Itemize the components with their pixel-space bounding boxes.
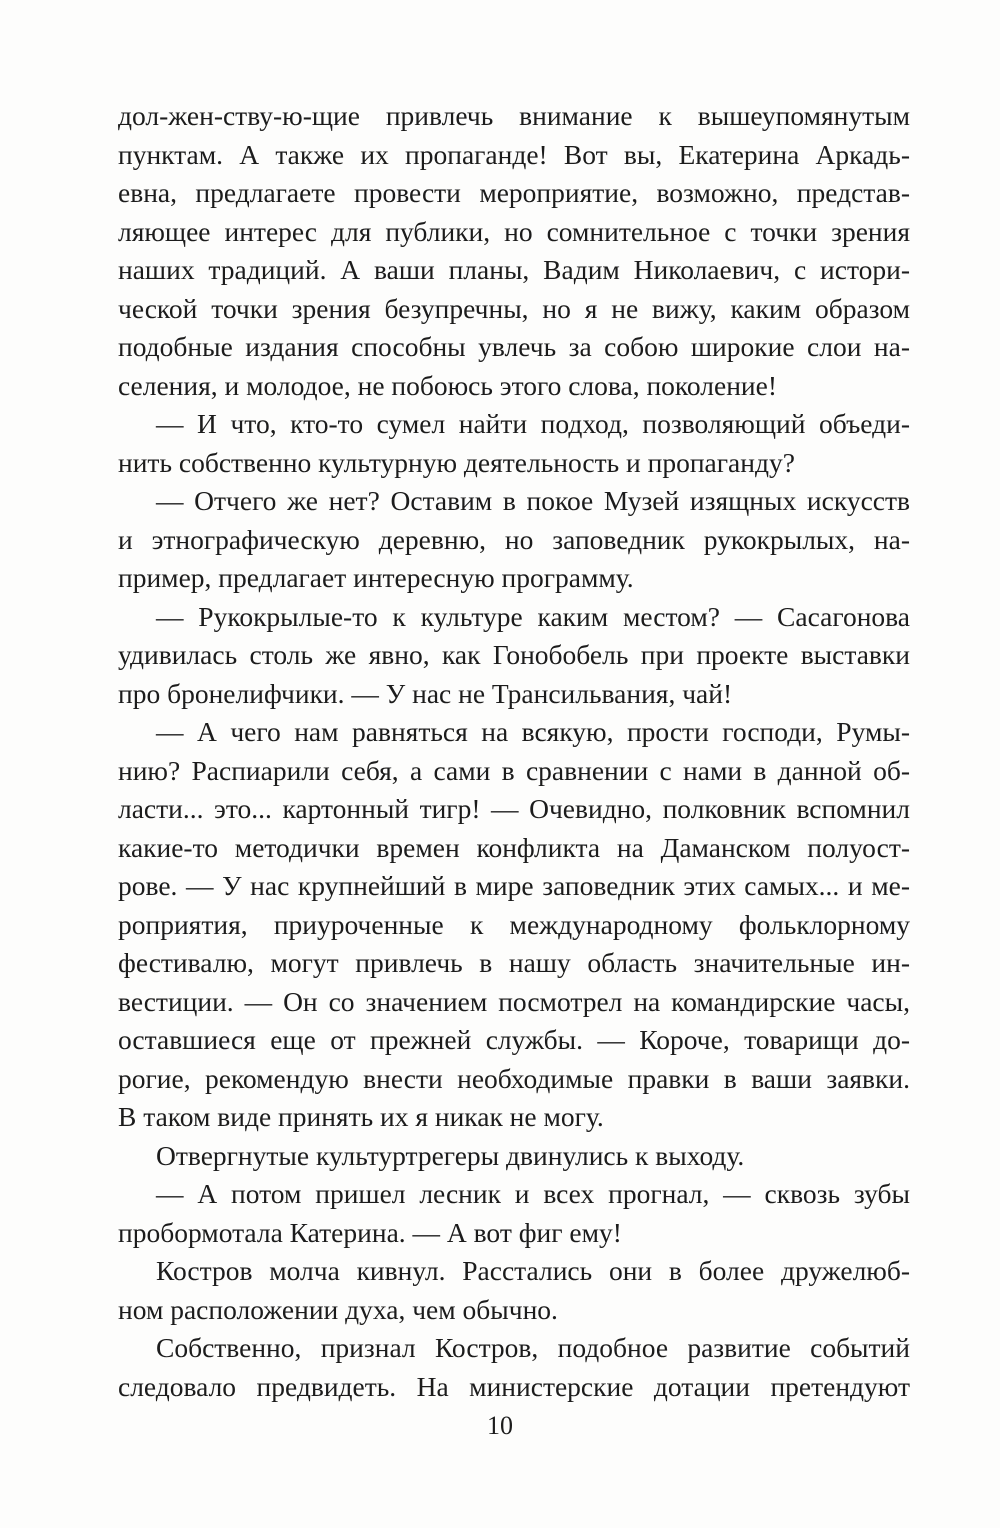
text-line: пробормотала Катерина. — А вот фиг ему!	[118, 1216, 622, 1248]
text-line: — А потом пришел лесник и всех прогнал, — сквозь зубы	[156, 1178, 910, 1209]
text-line: — А чего нам равняться на всякую, прости господи, Румы-	[156, 716, 910, 747]
text-line: и этнографическую деревню, но заповедник рукокрылых, на-	[118, 523, 910, 555]
text-line: вестиции. — Он со значением посмотрел на командирские часы,	[118, 985, 910, 1017]
text-line: — И что, кто-то сумел найти подход, позволяющий объеди-	[156, 408, 910, 439]
text-line: нию? Распиарили себя, а сами в сравнении с нами в данной об-	[118, 754, 910, 786]
text-line: удивилась столь же явно, как Гонобобель при проекте выставки	[118, 639, 910, 670]
text-line: нить собственно культурную деятельность и пропаганду?	[118, 446, 795, 478]
text-line: ном расположении духа, чем обычно.	[118, 1293, 558, 1325]
text-line: фестивалю, могут привлечь в нашу область значительные ин-	[118, 947, 910, 978]
text-line: В таком виде принять их я никак не могу.	[118, 1101, 604, 1132]
text-line: пунктам. А также их пропаганде! Вот вы, Екатерина Аркадь-	[118, 138, 910, 170]
text-line: — Рукокрылые-то к культуре каким местом? — Сасагонова	[156, 600, 910, 632]
text-line: какие-то методички времен конфликта на Даманском полуост-	[118, 831, 910, 863]
text-line: ческой точки зрения безупречны, но я не вижу, каким образом	[118, 292, 910, 324]
body-text	[118, 97, 910, 1406]
page-number: 10	[487, 1411, 513, 1440]
text-line: подобные издания способны увлечь за собою широкие слои на-	[118, 331, 910, 362]
text-line: наших традиций. А ваши планы, Вадим Николаевич, с истори-	[118, 254, 910, 285]
text-line: оставшиеся еще от прежней службы. — Короче, товарищи до-	[118, 1024, 910, 1055]
text-line: ласти... это... картонный тигр! — Очевидно, полковник вспомнил	[118, 793, 910, 824]
text-line: дол-жен-ству-ю-щие привлечь внимание к вышеупомянутым	[118, 100, 910, 131]
text-line: рогие, рекомендую внести необходимые правки в ваши заявки.	[118, 1062, 910, 1094]
text-line: — Отчего же нет? Оставим в покое Музей изящных искусств	[156, 485, 910, 516]
text-line: евна, предлагаете провести мероприятие, возможно, представ-	[118, 177, 910, 208]
text-line: Отвергнутые культуртрегеры двинулись к выходу.	[156, 1139, 745, 1171]
text-line: роприятия, приуроченные к международному фольклорному	[118, 908, 910, 940]
text-line: следовало предвидеть. На министерские дотации претендуют	[118, 1370, 910, 1402]
text-line: рове. — У нас крупнейший в мире заповедник этих самых... и ме-	[118, 870, 910, 901]
text-line: Собственно, признал Костров, подобное развитие событий	[156, 1332, 910, 1363]
text-line: Костров молча кивнул. Расстались они в более дружелюб-	[156, 1255, 910, 1286]
text-line: про бронелифчики. — У нас не Трансильвания, чай!	[118, 677, 733, 709]
text-line: пример, предлагает интересную программу.	[118, 562, 634, 593]
text-line: ляющее интерес для публики, но сомнительное с точки зрения	[118, 215, 910, 247]
text-line: селения, и молодое, не побоюсь этого слова, поколение!	[118, 369, 778, 401]
